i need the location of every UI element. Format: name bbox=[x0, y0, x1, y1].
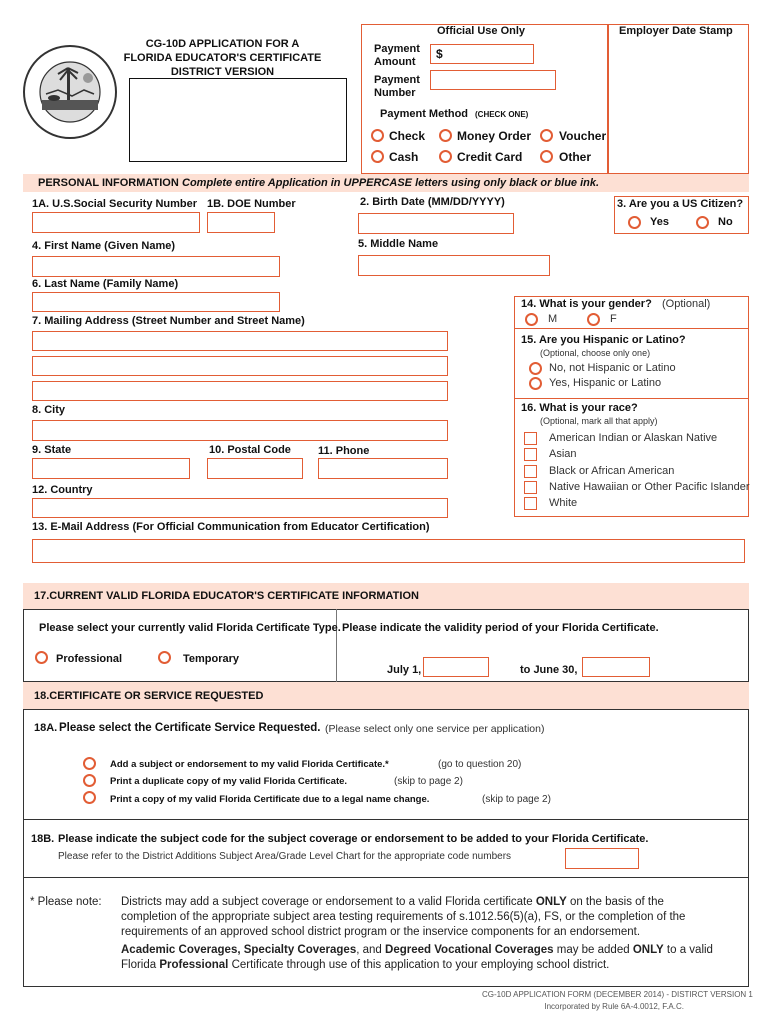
note-p2-vocational: Degreed Vocational Coverages bbox=[385, 944, 554, 956]
q5-label: 5. Middle Name bbox=[358, 238, 439, 250]
payment-amount-label: Payment bbox=[374, 43, 420, 55]
official-use-title: Official Use Only bbox=[437, 25, 526, 37]
section18a-prompt: Please select the Certificate Service Requested. bbox=[59, 722, 321, 734]
method-cash-radio[interactable] bbox=[371, 150, 384, 163]
q3-label: 3. Are you a US Citizen? bbox=[617, 198, 744, 210]
hispanic-yes-radio[interactable] bbox=[529, 377, 542, 390]
method-money-order-label: Money Order bbox=[457, 129, 532, 143]
race-white-checkbox[interactable] bbox=[524, 497, 537, 510]
note-p1-text-a: Districts may add a subject coverage or endorsement to a valid Florida certificate bbox=[121, 896, 533, 908]
birth-date-field[interactable] bbox=[358, 213, 514, 234]
note-paragraph-1 bbox=[121, 895, 745, 940]
hispanic-no-label: No, not Hispanic or Latino bbox=[549, 362, 676, 374]
validity-prompt: Please indicate the validity period of your Florida Certificate. bbox=[342, 622, 659, 634]
section18a-label: 18A. bbox=[34, 722, 58, 734]
payment-method-note: (CHECK ONE) bbox=[475, 110, 529, 119]
cert-type-prompt: Please select your currently valid Florida Certificate Type. bbox=[39, 622, 341, 634]
citizen-yes-label: Yes bbox=[650, 216, 669, 228]
method-cash-label: Cash bbox=[389, 150, 419, 164]
method-money-order-radio[interactable] bbox=[439, 129, 452, 142]
q9-label: 9. State bbox=[32, 444, 72, 456]
gender-m-label: M bbox=[548, 313, 558, 325]
payment-amount-field[interactable] bbox=[430, 44, 534, 64]
july-label: July 1, bbox=[387, 664, 422, 676]
note-p2-academic: Academic Coverages, Specialty Coverages bbox=[121, 944, 357, 956]
q8-label: 8. City bbox=[32, 404, 66, 416]
section18b-box bbox=[23, 820, 749, 878]
state-field[interactable] bbox=[32, 458, 190, 479]
city-field[interactable] bbox=[32, 420, 448, 441]
q7-label: 7. Mailing Address (Street Number and Street Name) bbox=[32, 315, 305, 327]
service-add-subject-label: Add a subject or endorsement to my valid Florida Certificate.* bbox=[110, 759, 389, 770]
note-paragraph-2 bbox=[121, 943, 749, 973]
payment-number-label-2: Number bbox=[374, 87, 416, 99]
form-title-line3: DISTRICT VERSION bbox=[170, 66, 275, 78]
race-white-label: White bbox=[549, 497, 578, 509]
middle-name-field[interactable] bbox=[358, 255, 550, 276]
service-duplicate-note: (skip to page 2) bbox=[394, 776, 463, 787]
method-voucher-label: Voucher bbox=[559, 129, 607, 143]
note-p1-line1 bbox=[121, 895, 745, 910]
note-p2-florida: Florida bbox=[121, 959, 157, 971]
citizen-no-radio[interactable] bbox=[696, 216, 709, 229]
service-duplicate-radio[interactable] bbox=[83, 774, 96, 787]
subject-code-field[interactable] bbox=[565, 848, 639, 869]
race-black-checkbox[interactable] bbox=[524, 465, 537, 478]
note-p2-and: , and bbox=[356, 944, 382, 956]
q15-label: 15. Are you Hispanic or Latino? bbox=[521, 334, 686, 346]
q1b-label: 1B. DOE Number bbox=[207, 198, 296, 210]
florida-state-seal bbox=[22, 44, 118, 140]
gender-f-label: F bbox=[610, 313, 617, 325]
footer-rule: Incorporated by Rule 6A-4.0012, F.A.C. bbox=[544, 1002, 684, 1011]
phone-field[interactable] bbox=[318, 458, 448, 479]
q6-label: 6. Last Name (Family Name) bbox=[32, 278, 179, 290]
demographics-divider-1 bbox=[514, 328, 749, 329]
method-check-radio[interactable] bbox=[371, 129, 384, 142]
race-pacific-islander-label: Native Hawaiian or Other Pacific Islander bbox=[549, 481, 750, 493]
q4-label: 4. First Name (Given Name) bbox=[32, 240, 176, 252]
note-p2-rest: Certificate through use of this application to your employing school district. bbox=[231, 959, 610, 971]
note-p2-only: ONLY bbox=[632, 944, 664, 956]
validity-end-year-field[interactable] bbox=[582, 657, 650, 677]
note-p2-professional: Professional bbox=[159, 959, 229, 971]
method-other-label: Other bbox=[559, 150, 592, 164]
doe-number-field[interactable] bbox=[207, 212, 275, 233]
mailing-address-line3[interactable] bbox=[32, 381, 448, 401]
cert-professional-radio[interactable] bbox=[35, 651, 48, 664]
mailing-address-line1[interactable] bbox=[32, 331, 448, 351]
race-asian-checkbox[interactable] bbox=[524, 448, 537, 461]
service-name-change-label: Print a copy of my valid Florida Certificate due to a legal name change. bbox=[110, 794, 430, 805]
section18b-label: 18B. bbox=[31, 833, 55, 845]
note-p1-line3: requirements of an approved school district program or the inservice components for an endorsement. bbox=[121, 926, 641, 938]
note-p2-may-be-added: may be added bbox=[556, 944, 630, 956]
q15-note: (Optional, choose only one) bbox=[540, 348, 651, 358]
cert-temporary-label: Temporary bbox=[183, 653, 240, 665]
cert-temporary-radio[interactable] bbox=[158, 651, 171, 664]
personal-info-header: PERSONAL INFORMATION bbox=[38, 177, 179, 189]
demographics-divider-2 bbox=[514, 398, 749, 399]
note-p2-line2 bbox=[121, 958, 749, 973]
race-american-indian-label: American Indian or Alaskan Native bbox=[549, 432, 718, 444]
section18a-note: (Please select only one service per application) bbox=[325, 723, 545, 735]
cert-professional-label: Professional bbox=[56, 653, 123, 665]
employer-stamp-label: Employer Date Stamp bbox=[619, 25, 733, 37]
service-duplicate-label: Print a duplicate copy of my valid Florida Certificate. bbox=[110, 776, 348, 787]
note-p2-line1 bbox=[121, 943, 749, 958]
payment-method-label: Payment Method bbox=[380, 108, 469, 120]
personal-info-instruction: Complete entire Application in UPPERCASE letters using only black or blue ink. bbox=[182, 177, 600, 189]
race-asian-label: Asian bbox=[549, 448, 577, 460]
q14-optional: (Optional) bbox=[662, 298, 711, 310]
q2-label: 2. Birth Date (MM/DD/YYYY) bbox=[360, 196, 505, 208]
q12-label: 12. Country bbox=[32, 484, 93, 496]
service-add-subject-note: (go to question 20) bbox=[438, 759, 522, 770]
citizen-no-label: No bbox=[718, 216, 733, 228]
method-credit-card-label: Credit Card bbox=[457, 150, 523, 164]
ssn-field[interactable] bbox=[32, 212, 200, 233]
race-american-indian-checkbox[interactable] bbox=[524, 432, 537, 445]
june-label: to June 30, bbox=[520, 664, 578, 676]
method-voucher-radio[interactable] bbox=[540, 129, 553, 142]
email-field[interactable] bbox=[32, 539, 745, 563]
first-name-field[interactable] bbox=[32, 256, 280, 277]
note-p1-line2: completion of the appropriate subject area testing requirements of s.1012.56(5)(a), FS, or the completion of the bbox=[121, 911, 686, 923]
country-field[interactable] bbox=[32, 498, 448, 518]
q11-label: 11. Phone bbox=[318, 445, 370, 457]
validity-start-year-field[interactable] bbox=[423, 657, 489, 677]
dollar-sign: $ bbox=[436, 47, 443, 61]
q16-note: (Optional, mark all that apply) bbox=[540, 416, 658, 426]
service-name-change-radio[interactable] bbox=[83, 791, 96, 804]
hispanic-yes-label: Yes, Hispanic or Latino bbox=[549, 377, 662, 389]
section18b-prompt: Please indicate the subject code for the subject coverage or endorsement to be added to your Florida Certificate. bbox=[58, 833, 649, 845]
q14-label: 14. What is your gender? bbox=[521, 298, 652, 310]
note-p1-only: ONLY bbox=[535, 896, 567, 908]
method-other-radio[interactable] bbox=[540, 150, 553, 163]
payment-amount-label-2: Amount bbox=[374, 56, 416, 68]
service-add-subject-radio[interactable] bbox=[83, 757, 96, 770]
section18b-note: Please refer to the District Additions Subject Area/Grade Level Chart for the appropriate code numbers bbox=[58, 851, 512, 862]
race-black-label: Black or African American bbox=[549, 465, 675, 477]
note-label: * Please note: bbox=[30, 896, 102, 908]
hispanic-no-radio[interactable] bbox=[529, 362, 542, 375]
note-p1-text-c: on the basis of the bbox=[569, 896, 664, 908]
service-name-change-note: (skip to page 2) bbox=[482, 794, 551, 805]
section18-header: 18.CERTIFICATE OR SERVICE REQUESTED bbox=[34, 690, 264, 702]
payment-number-field[interactable] bbox=[430, 70, 556, 90]
method-credit-card-radio[interactable] bbox=[439, 150, 452, 163]
form-title-line1: CG-10D APPLICATION FOR A bbox=[145, 38, 300, 50]
note-p2-to-valid: to a valid bbox=[666, 944, 713, 956]
mailing-address-line2[interactable] bbox=[32, 356, 448, 376]
q16-label: 16. What is your race? bbox=[521, 402, 638, 414]
q10-label: 10. Postal Code bbox=[209, 444, 291, 456]
section17-header: 17.CURRENT VALID FLORIDA EDUCATOR'S CERTIFICATE INFORMATION bbox=[34, 590, 419, 602]
form-title-line2: FLORIDA EDUCATOR'S CERTIFICATE bbox=[123, 52, 322, 64]
section17-divider bbox=[336, 609, 337, 682]
last-name-field[interactable] bbox=[32, 292, 280, 312]
name-address-box[interactable] bbox=[129, 78, 347, 162]
employer-stamp-box bbox=[608, 24, 749, 174]
gender-m-radio[interactable] bbox=[525, 313, 538, 326]
q1a-label: 1A. U.S.Social Security Number bbox=[32, 198, 198, 210]
method-check-label: Check bbox=[389, 129, 426, 143]
footer-form-id: CG-10D APPLICATION FORM (DECEMBER 2014) - DISTIRCT VERSION 1 bbox=[482, 990, 753, 999]
payment-number-label: Payment bbox=[374, 74, 420, 86]
q13-label: 13. E-Mail Address (For Official Communication from Educator Certification) bbox=[32, 521, 430, 533]
citizen-yes-radio[interactable] bbox=[628, 216, 641, 229]
race-pacific-islander-checkbox[interactable] bbox=[524, 481, 537, 494]
gender-f-radio[interactable] bbox=[587, 313, 600, 326]
postal-code-field[interactable] bbox=[207, 458, 303, 479]
